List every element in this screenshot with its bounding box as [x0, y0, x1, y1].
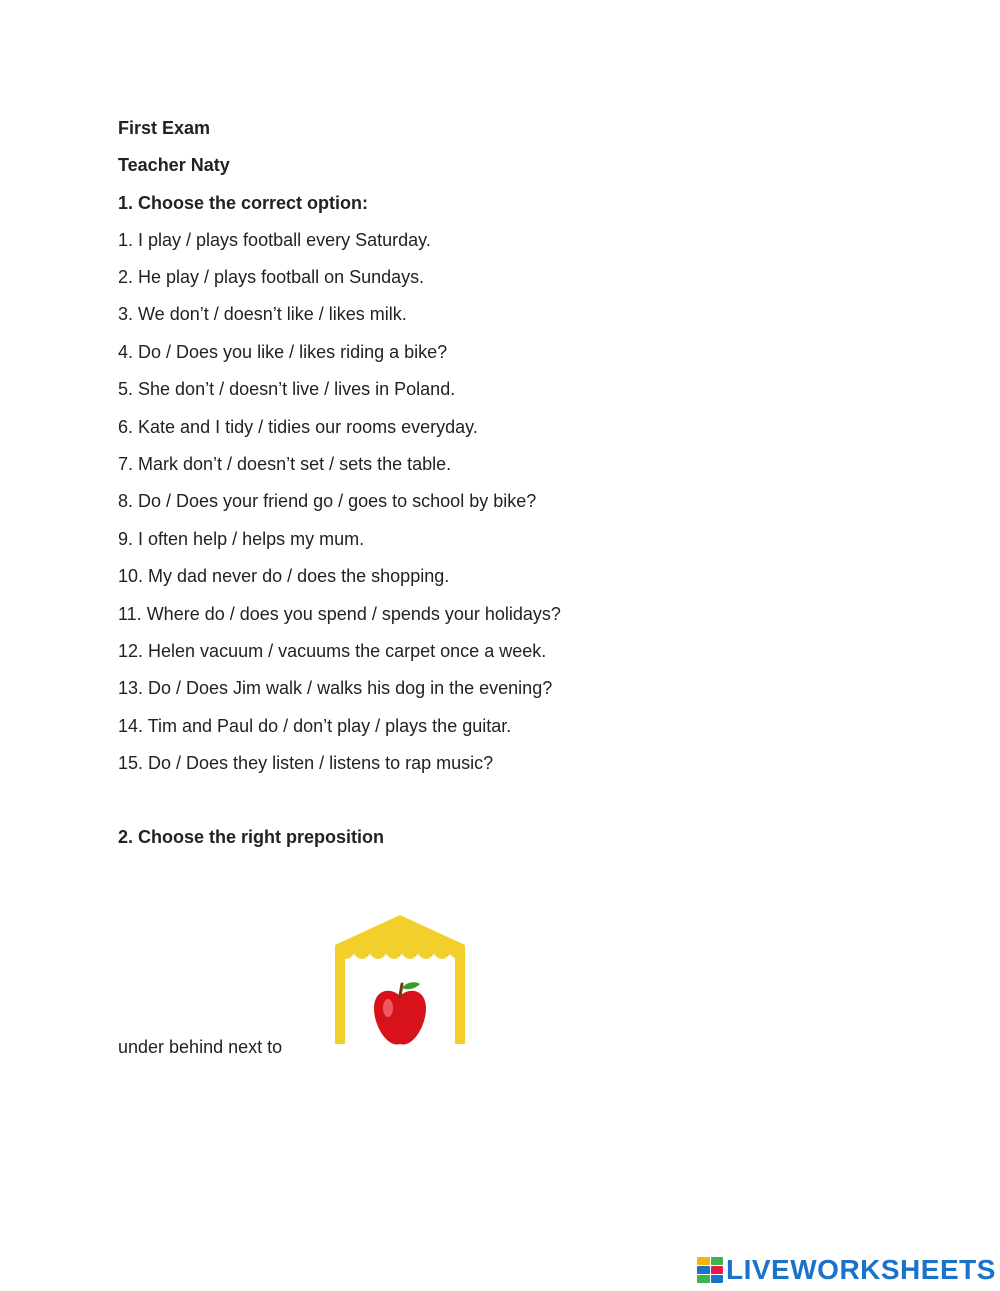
- liveworksheets-logo-icon: [697, 1257, 723, 1283]
- exercise-item-10: 10. My dad never do / does the shopping.: [118, 566, 450, 586]
- exercise-item-7: 7. Mark don’t / doesn’t set / sets the table.: [118, 454, 452, 474]
- section2-heading: 2. Choose the right preposition: [118, 827, 385, 847]
- canopy-left-pole: [335, 954, 345, 1044]
- exercise-item-5: 5. She don’t / doesn’t live / lives in Poland.: [118, 379, 456, 399]
- exercise-item-13: 13. Do / Does Jim walk / walks his dog in the evening?: [118, 678, 553, 698]
- exercise-item-2: 2. He play / plays football on Sundays.: [118, 267, 425, 287]
- exercise-item-15: 15. Do / Does they listen / listens to rap music?: [118, 753, 494, 773]
- exercise-item-4: 4. Do / Does you like / likes riding a bike?: [118, 342, 448, 362]
- exercise-item-9: 9. I often help / helps my mum.: [118, 529, 365, 549]
- canopy-roof: [335, 915, 465, 945]
- exercise-item-8: 8. Do / Does your friend go / goes to school by bike?: [118, 491, 537, 511]
- apple-under-canopy-icon: [330, 910, 470, 1050]
- preposition-options: under behind next to: [118, 1037, 283, 1057]
- liveworksheets-brand: [697, 1255, 996, 1285]
- exercise-item-6: 6. Kate and I tidy / tidies our rooms everyday.: [118, 417, 478, 437]
- exercise-item-1: 1. I play / plays football every Saturday.: [118, 230, 431, 250]
- canopy-right-pole: [455, 954, 465, 1044]
- brand-name: LIVEWORKSHEETS: [726, 1254, 996, 1285]
- apple-icon: [374, 982, 426, 1044]
- section1-heading: 1. Choose the correct option:: [118, 193, 369, 213]
- teacher-name: Teacher Naty: [118, 155, 230, 175]
- exercise-item-11: 11. Where do / does you spend / spends your holidays?: [118, 604, 561, 624]
- exercise-item-14: 14. Tim and Paul do / don’t play / plays the guitar.: [118, 716, 512, 736]
- exercise-item-12: 12. Helen vacuum / vacuums the carpet once a week.: [118, 641, 547, 661]
- exercise-item-3: 3. We don’t / doesn’t like / likes milk.: [118, 304, 407, 324]
- canopy-valance: [335, 945, 465, 959]
- exam-title: First Exam: [118, 118, 211, 138]
